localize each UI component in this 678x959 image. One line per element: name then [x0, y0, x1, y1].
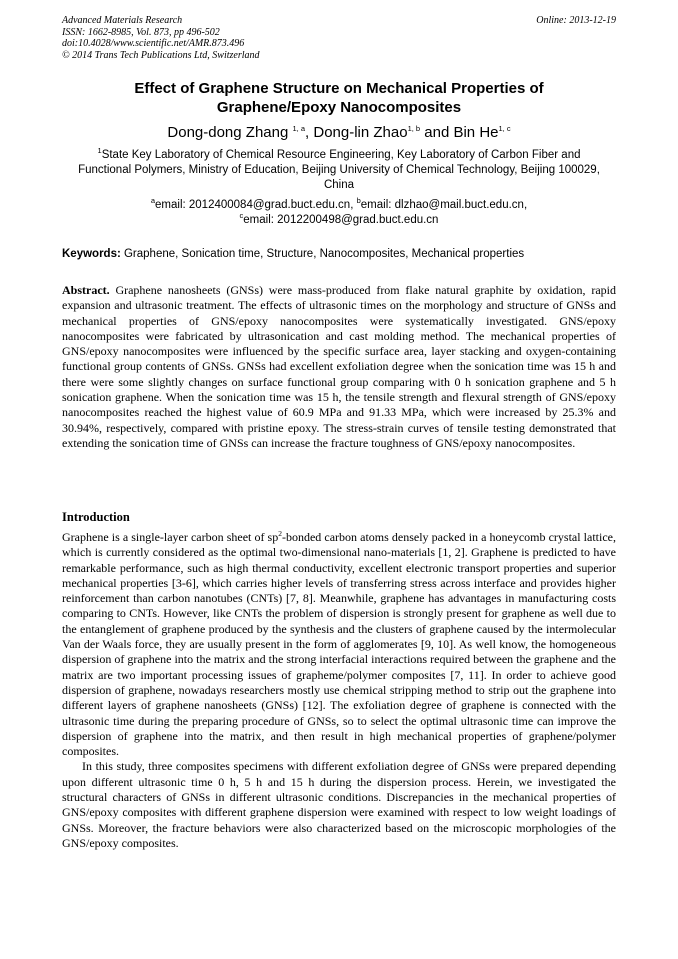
sp2-superscript: 2: [278, 529, 282, 538]
affiliation: [70, 148, 608, 193]
keywords: [62, 247, 616, 262]
email-marker-c: c: [239, 211, 244, 221]
abstract-text: Graphene nanosheets (GNSs) were mass-produced from flake natural graphite by oxidation, rapid expansion and ultrasonic treatment. The effects of ultrasonic times on the morphology and structure of GNSs and mechanical properties of GNS/epoxy nanocomposites were systematically investigated. GNS/epoxy nanocomposites were fabricated by ultrasonication and cast molding method. The mechanical properties of GNS/epoxy nanocomposites were influenced by the specific surface area, layer stacking and oxygen-containing functional group contents of GNSs. GNSs had excellent exfoliation degree when the sonication time was 15 h and there were some slightly changes on surface functional group comparing with 0 h sonication graphene and 5 h sonication graphene. When the sonication time was 15 h, the tensile strength and flexural strength of GNS/epoxy nanocomposites reached the highest value of 60.9 MPa and 91.33 MPa, which were increased by 25.3% and 30.94%, respectively, compared with pristine epoxy. The stress-strain curves of tensile testing demonstrated that extending the sonication time of GNSs can increase the fracture toughness of GNS/epoxy nanocomposites.: [62, 283, 616, 450]
abstract: [62, 283, 616, 451]
author-2-affil: 1, b: [407, 124, 421, 133]
keywords-label: Keywords:: [62, 248, 121, 260]
intro-paragraph-1: [62, 530, 616, 759]
intro-paragraph-2: In this study, three composites specimens with different exfoliation degree of GNSs were prepared depending upon different ultrasonic time 0 h, 5 h and 15 h during the dispersion process. Herein, we investigated the structural characters of GNSs in different ultrasonic conditions. Discrepancies in the mechanical properties of GNS/epoxy composites with different graphene dispersion were examined with respect to low weight loadings of GNSs. Moreover, the fracture behaviors were also characterized based on the microscopic morphologies of the GNS/epoxy composites.: [62, 759, 616, 850]
author-separator: ,: [305, 124, 314, 141]
title-line-2: Graphene/Epoxy Nanocomposites: [216, 99, 462, 116]
journal-doi: doi:10.4028/www.scientific.net/AMR.873.496: [62, 38, 245, 49]
introduction-body: [62, 530, 616, 851]
author-2: Dong-lin Zhao: [313, 124, 408, 141]
author-1-affil: 1, a: [292, 124, 306, 133]
author-separator: and: [420, 124, 454, 141]
author-3: Bin He: [453, 124, 499, 141]
email-marker-a: a: [150, 196, 156, 206]
journal-header: [62, 15, 616, 61]
author-emails: [62, 198, 616, 228]
keywords-text: Graphene, Sonication time, Structure, Nanocomposites, Mechanical properties: [120, 248, 525, 260]
email-a[interactable]: email: 2012400084@grad.buct.edu.cn,: [155, 199, 357, 211]
abstract-label: Abstract.: [62, 283, 110, 297]
online-date: Online: 2013-12-19: [536, 15, 616, 26]
email-marker-b: b: [356, 196, 361, 206]
paper-title: [62, 79, 616, 117]
intro-paragraph-1-rest: -bonded carbon atoms densely packed in a honeycomb crystal lattice, which is currently considered as the optimal two-dimensional nano-materials [1, 2]. Graphene is predicted to have remarkable performance, such as high thermal conductivity, excellent electronic transport properties and superior mechanical properties [3-6], which carries higher levels of transferring stress across interface and provides higher reinforcement than carbon nanotubes (CNTs) [7, 8]. Meanwhile, graphene has advantages in manufacturing costs comparing to CNTs. However, like CNTs the problem of dispersion is strongly present for graphene as well due to the entanglement of graphene produced by the synthesis and the clusters of graphene caused by the intermolecular Van der Waals force, they are usually present in the form of agglomerates [9, 10]. As well know, the homogeneous dispersion of graphene into the matrix and the strong interfacial interactions required between the graphene and the matrix are two important processing issues of grapheme/polymer composites [7, 11]. In order to achieve good dispersion of graphene, nowadays researchers mostly use chemical stripping method to strip out the graphene into different layers of graphene nanosheets (GNSs) [12]. The exfoliation degree of graphene is connected with the ultrasonic time during the preparing procedure of GNSs, so to select the optimal ultrasonic time can improve the dispersion of graphene into the matrix, and then result in high mechanical properties of graphene/polymer composites.: [62, 530, 616, 759]
affiliation-text: State Key Laboratory of Chemical Resource Engineering, Key Laboratory of Carbon Fiber and Functional Polymers, Ministry of Education, Beijing University of Chemical Technology, Beijing 100029, China: [78, 149, 600, 191]
author-3-affil: 1, c: [498, 124, 511, 133]
author-list: [62, 123, 616, 142]
email-c[interactable]: email: 2012200498@grad.buct.edu.cn: [243, 214, 439, 226]
intro-paragraph-1-start: Graphene is a single-layer carbon sheet of sp: [62, 530, 279, 544]
author-1: Dong-dong Zhang: [167, 124, 289, 141]
journal-name: Advanced Materials Research: [62, 15, 183, 26]
journal-issn: ISSN: 1662-8985, Vol. 873, pp 496-502: [62, 26, 220, 38]
email-b[interactable]: email: dlzhao@mail.buct.edu.cn,: [360, 199, 528, 211]
section-heading-introduction: Introduction: [62, 510, 130, 524]
title-line-1: Effect of Graphene Structure on Mechanical Properties of: [134, 80, 544, 97]
affiliation-marker: 1: [97, 146, 102, 156]
journal-copyright: © 2014 Trans Tech Publications Ltd, Switzerland: [62, 49, 260, 61]
